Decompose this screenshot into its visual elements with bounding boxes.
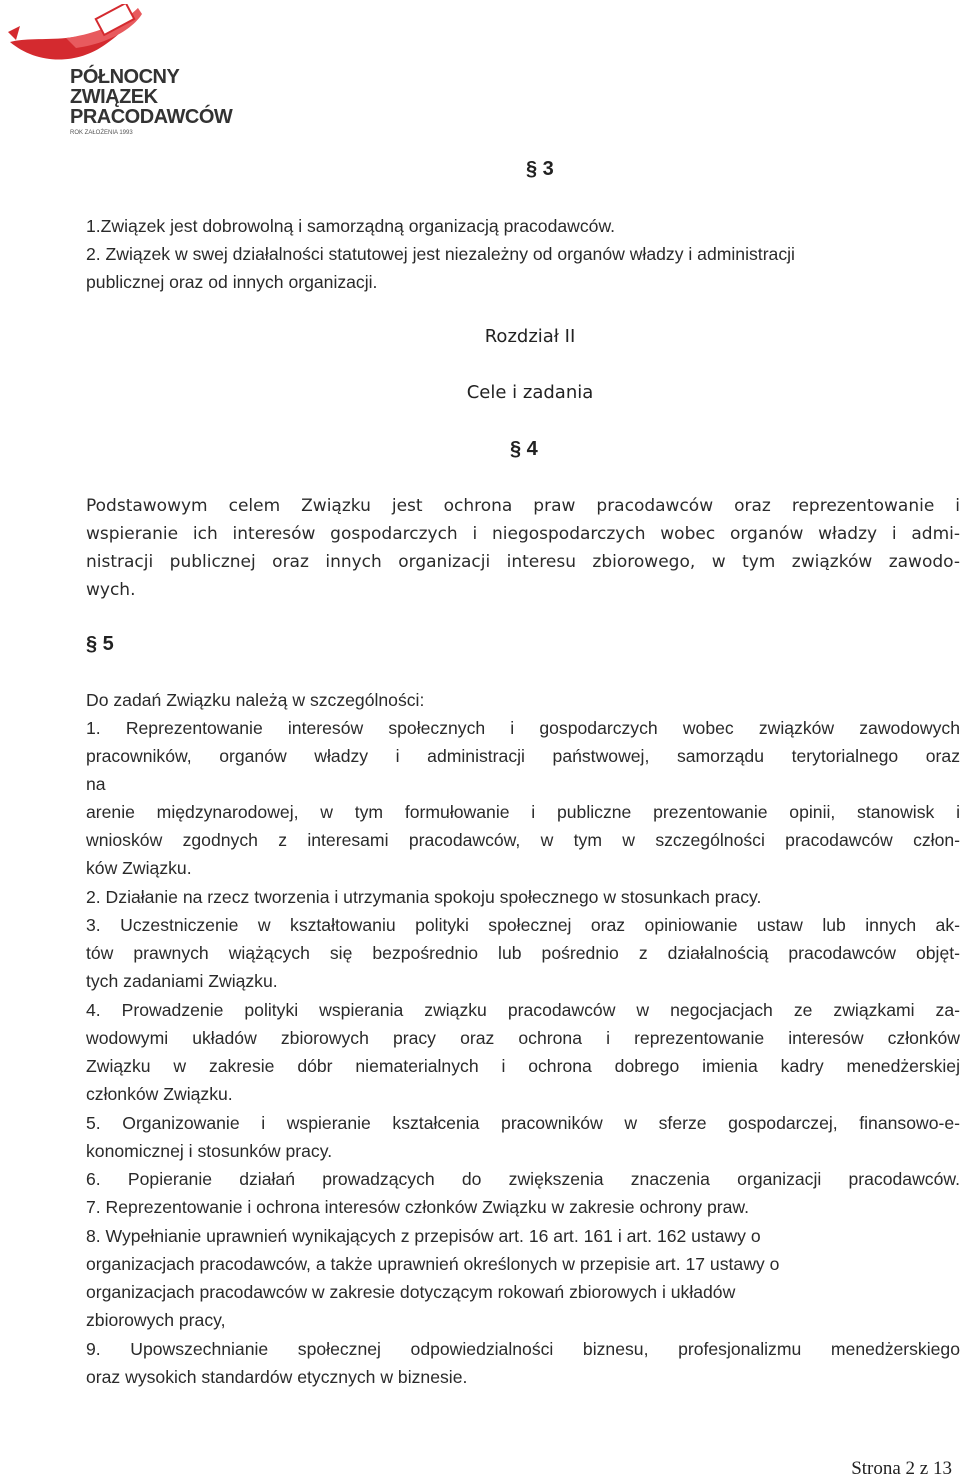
para5-line: konomicznej i stosunków pracy.: [86, 1141, 333, 1161]
para3-line2: 2. Związek w swej działalności statutowej jest niezależny od organów władzy i administracji: [86, 244, 795, 264]
chapter-subtitle: Cele i zadania: [466, 382, 594, 403]
para5-line: członków Związku.: [86, 1084, 233, 1104]
logo-tagline: ROK ZAŁOŻENIA 1993: [70, 130, 133, 136]
para5-line: oraz wysokich standardów etycznych w biznesie.: [86, 1367, 468, 1387]
para4-line3: nistracji publicznej oraz innych organizacji interesu zbiorowego, w tym związków zawodo-: [86, 552, 960, 572]
section-3-heading: § 3: [526, 158, 554, 180]
logo-flag-icon: [6, 4, 196, 74]
para5-line: ków Związku.: [86, 858, 192, 878]
para5-line: pracowników, organów władzy i administracji państwowej, samorządu terytorialnego oraz: [86, 746, 960, 766]
para5-line: organizacjach pracodawców w zakresie dotyczącym rokowań zbiorowych i układów: [86, 1282, 736, 1302]
para5-line: 4. Prowadzenie polityki wspierania związku pracodawców w negocjacjach ze związkami za-: [86, 1000, 960, 1020]
para3-line1: 1.Związek jest dobrowolną i samorządną organizacją pracodawców.: [86, 216, 616, 236]
para5-line: 8. Wypełnianie uprawnień wynikających z przepisów art. 16 art. 161 i art. 162 ustawy o: [86, 1226, 761, 1246]
para5-line: Związku w zakresie dóbr niematerialnych i ochrona dobrego imienia kadry menedżerskiej: [86, 1056, 960, 1076]
para5-line: 2. Działanie na rzecz tworzenia i utrzymania spokoju społecznego w stosunkach pracy.: [86, 887, 762, 907]
para5-line: 9. Upowszechnianie społecznej odpowiedzialności biznesu, profesjonalizmu menedżerskiego: [86, 1339, 960, 1359]
para5-line: tów prawnych wiążących się bezpośrednio lub pośrednio z działalnością pracodawców objęt-: [86, 943, 960, 963]
para5-line: wniosków zgodnych z interesami pracodawców, w tym w szczególności pracodawców człon-: [86, 830, 960, 850]
chapter-title: Rozdział II: [484, 326, 576, 347]
para5-line: wodowymi układów zbiorowych pracy oraz ochrona i reprezentowanie interesów członków: [86, 1028, 960, 1048]
para5-line: na: [86, 774, 106, 794]
page-number: Strona 2 z 13: [851, 1458, 952, 1479]
para4-line2: wspieranie ich interesów gospodarczych i niegospodarczych wobec organów władzy i admi-: [86, 524, 960, 544]
para4-line1: Podstawowym celem Związku jest ochrona praw pracodawców oraz reprezentowanie i: [86, 496, 960, 516]
logo-text-line3: PRACODAWCÓW: [70, 106, 233, 128]
organization-logo: [6, 4, 233, 144]
para5-line: organizacjach pracodawców, a także uprawnień określonych w przepisie art. 17 ustawy o: [86, 1254, 780, 1274]
para5-intro: Do zadań Związku należą w szczególności:: [86, 690, 425, 710]
para5-line: 3. Uczestniczenie w kształtowaniu polityki społecznej oraz opiniowanie ustaw lub innych ak-: [86, 915, 960, 935]
section-5-heading: § 5: [86, 633, 114, 655]
section-4-heading: § 4: [510, 438, 538, 460]
logo-text-line1: PÓŁNOCNY: [70, 66, 180, 88]
para5-line: 6. Popieranie działań prowadzących do zwiększenia znaczenia organizacji pracodawców.: [86, 1169, 960, 1189]
para4-line4: wych.: [86, 580, 136, 600]
para5-line: tych zadaniami Związku.: [86, 971, 278, 991]
para3-line3: publicznej oraz od innych organizacji.: [86, 272, 378, 292]
para5-line: arenie międzynarodowej, w tym formułowanie i publiczne prezentowanie opinii, stanowisk i: [86, 802, 960, 822]
para5-line: 5. Organizowanie i wspieranie kształcenia pracowników w sferze gospodarczej, finansowo-e-: [86, 1113, 960, 1133]
para5-line: zbiorowych pracy,: [86, 1310, 226, 1330]
logo-text-line2: ZWIĄZEK: [70, 86, 158, 108]
para5-line: 1. Reprezentowanie interesów społecznych i gospodarczych wobec związków zawodowych: [86, 718, 960, 738]
para5-line: 7. Reprezentowanie i ochrona interesów członków Związku w zakresie ochrony praw.: [86, 1197, 750, 1217]
